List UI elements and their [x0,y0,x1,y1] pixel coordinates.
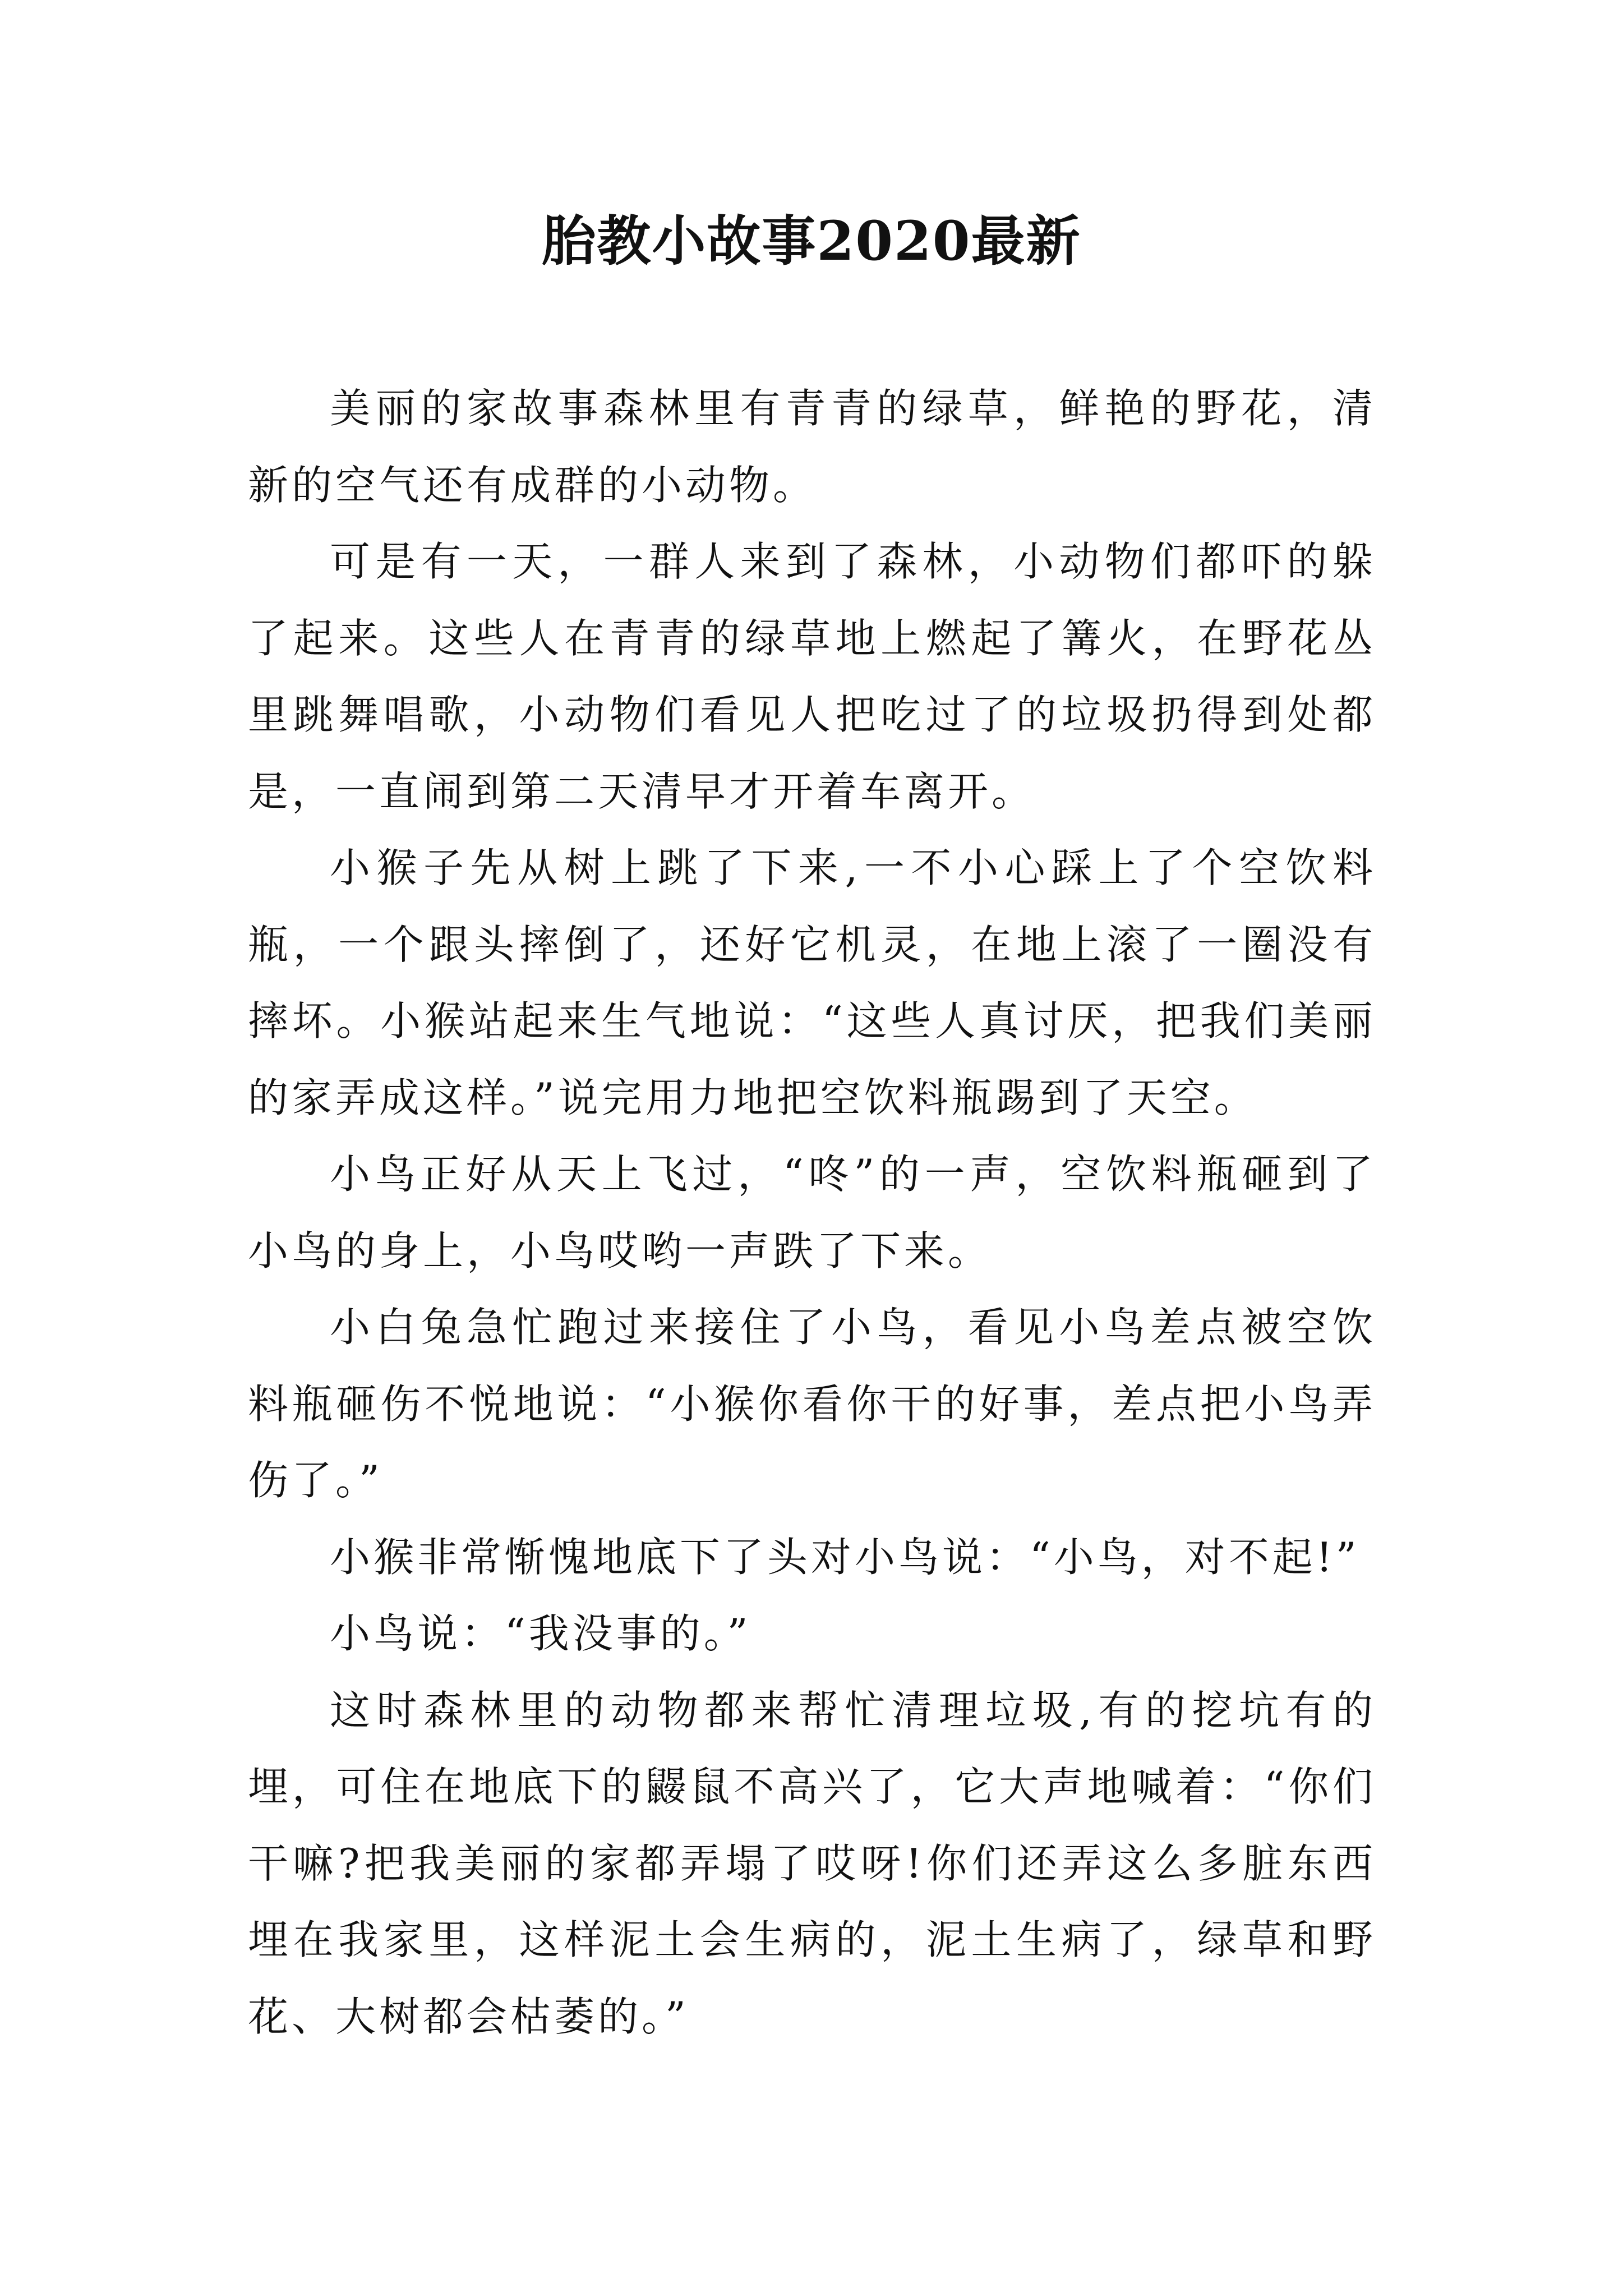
paragraph: 小鸟说：“我没事的。” [330,1610,751,1657]
document-body [248,370,1376,2055]
paragraph: 可是有一天，一群人来到了森林，小动物们都吓的躲了起来。这些人在青青的绿草地上燃起了篝火，在野花丛里跳舞唱歌，小动物们看见人把吃过了的垃圾扔得到处都是，一直闹到第二天清早才开着车离开。 [248,538,1376,815]
paragraph: 小鸟正好从天上飞过，“咚”的一声，空饮料瓶砸到了小鸟的身上，小鸟哎哟一声跌了下来。 [248,1151,1376,1274]
paragraph: 美丽的家故事森林里有青青的绿草，鲜艳的野花，清新的空气还有成群的小动物。 [248,385,1376,509]
paragraph: 这时森林里的动物都来帮忙清理垃圾,有的挖坑有的埋，可住在地底下的鼹鼠不高兴了，它大声地喊着：“你们干嘛?把我美丽的家都弄塌了哎呀!你们还弄这么多脏东西埋在我家里，这样泥土会生病的，泥土生病了，绿草和野花、大树都会枯萎的。” [248,1686,1376,2040]
paragraph: 小白兔急忙跑过来接住了小鸟，看见小鸟差点被空饮料瓶砸伤不悦地说：“小猴你看你干的好事，差点把小鸟弄伤了。” [248,1304,1376,1504]
paragraph: 小猴非常惭愧地底下了头对小鸟说：“小鸟，对不起!” [330,1533,1360,1581]
document-title: 胎教小故事2020最新 [542,209,1081,273]
paragraph: 小猴子先从树上跳了下来,一不小心踩上了个空饮料瓶，一个跟头摔倒了，还好它机灵，在地上滚了一圈没有摔坏。小猴站起来生气地说：“这些人真讨厌，把我们美丽的家弄成这样。”说完用力地把空饮料瓶踢到了天空。 [248,844,1376,1121]
